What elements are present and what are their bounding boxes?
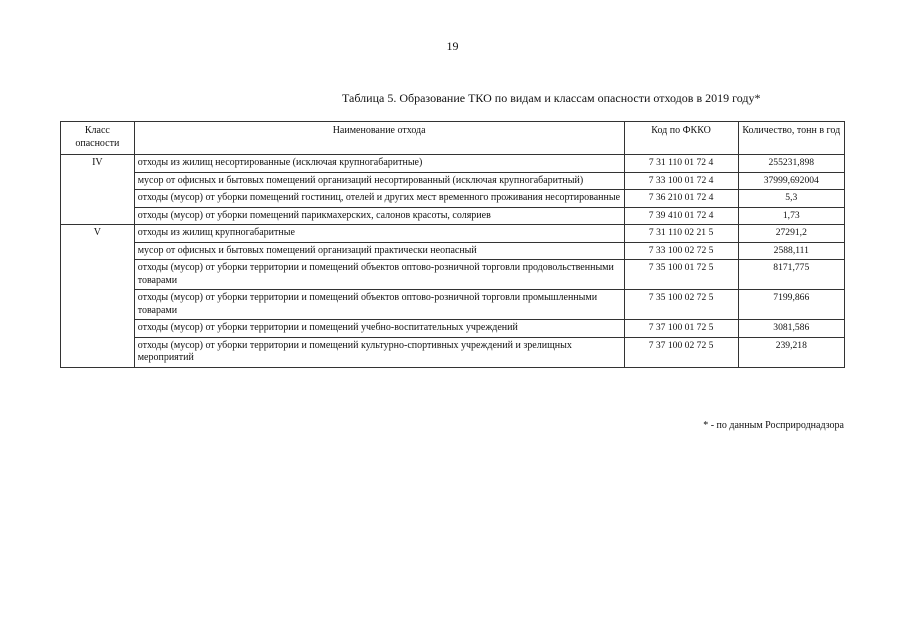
quantity-cell: 2588,111 bbox=[738, 242, 844, 260]
quantity-cell: 27291,2 bbox=[738, 225, 844, 243]
fkko-code-cell: 7 37 100 02 72 5 bbox=[624, 337, 738, 367]
table-row bbox=[61, 290, 845, 320]
fkko-code-cell: 7 35 100 02 72 5 bbox=[624, 290, 738, 320]
table-row bbox=[61, 337, 845, 367]
table-row bbox=[61, 260, 845, 290]
waste-name-cell: мусор от офисных и бытовых помещений организаций несортированный (исключая крупногабаритный) bbox=[134, 172, 624, 190]
hazard-class-cell: V bbox=[61, 225, 135, 368]
table-row bbox=[61, 225, 845, 243]
quantity-cell: 255231,898 bbox=[738, 155, 844, 173]
source-footnote: * - по данным Росприроднадзора bbox=[703, 420, 844, 431]
fkko-code-cell: 7 33 100 01 72 4 bbox=[624, 172, 738, 190]
fkko-code-cell: 7 36 210 01 72 4 bbox=[624, 190, 738, 208]
fkko-code-cell: 7 33 100 02 72 5 bbox=[624, 242, 738, 260]
waste-name-cell: отходы (мусор) от уборки территории и помещений учебно-воспитательных учреждений bbox=[134, 320, 624, 338]
header-hazard-class: Класс опасности bbox=[61, 122, 135, 155]
waste-name-cell: мусор от офисных и бытовых помещений организаций практически неопасный bbox=[134, 242, 624, 260]
waste-name-cell: отходы из жилищ крупногабаритные bbox=[134, 225, 624, 243]
quantity-cell: 7199,866 bbox=[738, 290, 844, 320]
quantity-cell: 1,73 bbox=[738, 207, 844, 225]
fkko-code-cell: 7 31 110 01 72 4 bbox=[624, 155, 738, 173]
quantity-cell: 239,218 bbox=[738, 337, 844, 367]
fkko-code-cell: 7 37 100 01 72 5 bbox=[624, 320, 738, 338]
quantity-cell: 3081,586 bbox=[738, 320, 844, 338]
page-number: 19 bbox=[446, 39, 459, 53]
waste-name-cell: отходы (мусор) от уборки помещений гостиниц, отелей и других мест временного проживания несортированные bbox=[134, 190, 624, 208]
table-row bbox=[61, 207, 845, 225]
table-row bbox=[61, 172, 845, 190]
waste-name-cell: отходы (мусор) от уборки помещений парикмахерских, салонов красоты, соляриев bbox=[134, 207, 624, 225]
table-row bbox=[61, 320, 845, 338]
table-row bbox=[61, 242, 845, 260]
quantity-cell: 5,3 bbox=[738, 190, 844, 208]
header-fkko-code: Код по ФККО bbox=[624, 122, 738, 155]
waste-name-cell: отходы из жилищ несортированные (исключая крупногабаритные) bbox=[134, 155, 624, 173]
header-waste-name: Наименование отхода bbox=[134, 122, 624, 155]
header-quantity: Количество, тонн в год bbox=[738, 122, 844, 155]
fkko-code-cell: 7 35 100 01 72 5 bbox=[624, 260, 738, 290]
waste-name-cell: отходы (мусор) от уборки территории и помещений объектов оптово-розничной торговли промышленными товарами bbox=[134, 290, 624, 320]
table-caption: Таблица 5. Образование ТКО по видам и классам опасности отходов в 2019 году* bbox=[342, 91, 761, 105]
waste-name-cell: отходы (мусор) от уборки территории и помещений объектов оптово-розничной торговли продовольственными товарами bbox=[134, 260, 624, 290]
hazard-class-cell: IV bbox=[61, 155, 135, 225]
table-header-row bbox=[61, 122, 845, 155]
fkko-code-cell: 7 39 410 01 72 4 bbox=[624, 207, 738, 225]
fkko-code-cell: 7 31 110 02 21 5 bbox=[624, 225, 738, 243]
table-row bbox=[61, 155, 845, 173]
quantity-cell: 37999,692004 bbox=[738, 172, 844, 190]
waste-name-cell: отходы (мусор) от уборки территории и помещений культурно-спортивных учреждений и зрелищных мероприятий bbox=[134, 337, 624, 367]
waste-table bbox=[60, 121, 845, 368]
table-row bbox=[61, 190, 845, 208]
quantity-cell: 8171,775 bbox=[738, 260, 844, 290]
